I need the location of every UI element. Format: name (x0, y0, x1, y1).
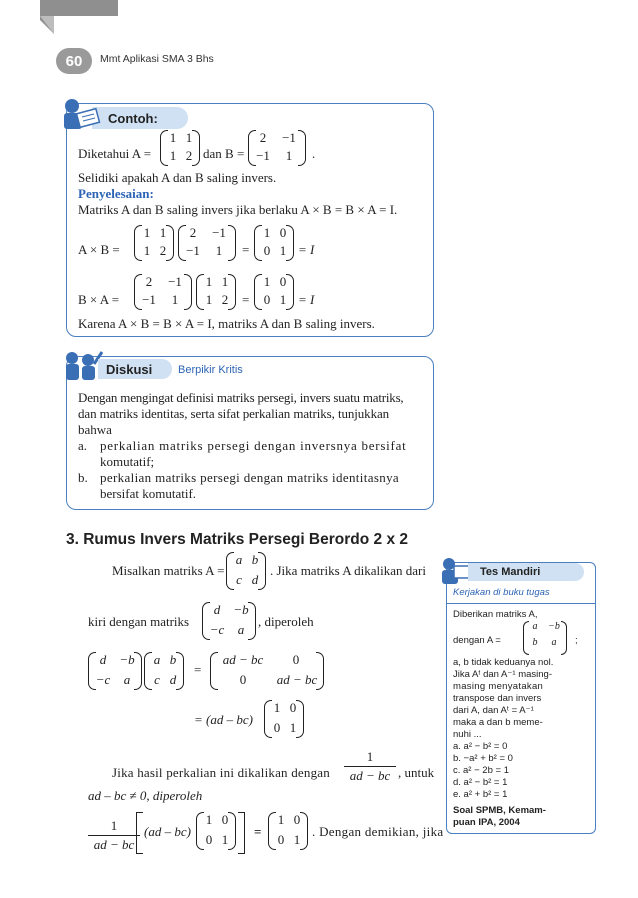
tes-subtitle: Kerjakan di buku tugas (453, 587, 550, 598)
corner-decoration (0, 0, 118, 58)
contoh-label (92, 107, 188, 129)
sec-eqbig: = (254, 824, 262, 839)
ba-matrix-2: 1 1 1 2 (196, 274, 236, 308)
contoh-line1c: . (312, 146, 316, 161)
bracket-left (136, 812, 143, 854)
sec-eq2: = (ad – bc) (194, 712, 253, 727)
page-number: 60 (56, 48, 92, 74)
tes-mandiri-box (446, 562, 596, 834)
section-heading: 3. Rumus Invers Matriks Persegi Berordo 2 x 2 (66, 531, 408, 548)
tes-l3: a, b tidak keduanya nol. (453, 657, 554, 668)
frac-1: 1 ad − bc (344, 749, 396, 784)
diskusi-label (98, 359, 172, 379)
diskusi-b1: perkalian matriks persegi dengan matriks identitasnya (100, 470, 400, 485)
sec-m5-inner: (ad – bc) (144, 824, 191, 839)
sec-m4: ad – bc ≠ 0, diperoleh (88, 788, 203, 803)
ba-matrix-1: 2 −1 −1 1 (134, 274, 192, 308)
tes-l4: Jika Aᵗ dan A⁻¹ masing- (453, 669, 552, 680)
bracket-right (238, 812, 245, 854)
matrix-adj: d −b −c a (202, 602, 256, 638)
tes-l2-tail: ; (575, 635, 578, 646)
prod-result: ad − bc 0 0 ad − bc (210, 652, 324, 688)
identity-3: 1 0 0 1 (196, 812, 236, 848)
tes-opt-e: e. a² + b² = 1 (453, 789, 508, 800)
contoh-line3: Matriks A dan B saling invers jika berlaku A × B = B × A = I. (78, 202, 398, 217)
diskusi-sublabel: Berpikir Kritis (178, 364, 243, 376)
student-writing-icon (58, 97, 102, 133)
diskusi-p3: bahwa (78, 422, 112, 437)
tes-l1: Diberikan matriks A, (453, 609, 538, 620)
diskusi-p1: Dengan mengingat definisi matriks persegi, invers suatu matriks, (78, 390, 404, 405)
prod-matrix-abcd: a b c d (144, 652, 184, 688)
ba-identity: 1 0 0 1 (254, 274, 294, 308)
contoh-closing: Karena A × B = B × A = I, matriks A dan B saling invers. (78, 316, 375, 331)
ab-eq-i: = I (298, 242, 315, 257)
prod-equals: = (194, 662, 202, 677)
ab-identity: 1 0 0 1 (254, 225, 294, 259)
sec-m2a: kiri dengan matriks (88, 614, 190, 629)
matrix-abcd: a b c d (226, 552, 266, 588)
sec-m2b: , diperoleh (258, 614, 314, 629)
running-title: Mmt Aplikasi SMA 3 Bhs (100, 53, 214, 65)
diskusi-a2: komutatif; (100, 454, 155, 469)
diskusi-label-text: Diskusi (106, 361, 153, 377)
ab-label: A × B = (78, 242, 120, 257)
contoh-line1b: dan B = (203, 146, 245, 161)
tes-opt-d: d. a² − b² = 1 (453, 777, 508, 788)
ba-equals: = (242, 292, 250, 307)
diskusi-a1: perkalian matriks persegi dengan inversnya bersifat (100, 438, 407, 453)
tes-divider (447, 603, 595, 604)
tes-l2: dengan A = (453, 635, 501, 646)
tes-mandiri-label (468, 563, 584, 581)
diskusi-a-marker: a. (78, 438, 88, 453)
sec-m1b: . Jika matriks A dikalikan dari (270, 563, 426, 578)
ab-matrix-2: 2 −1 −1 1 (178, 225, 236, 259)
ab-matrix-1: 1 1 1 2 (134, 225, 174, 259)
sec-m1a: Misalkan matriks A = (112, 563, 225, 578)
tes-source1: Soal SPMB, Kemam- (453, 805, 546, 816)
diskusi-b-marker: b. (78, 470, 88, 485)
diskusi-p2: dan matriks identitas, serta sifat perkalian matriks, tunjukkan (78, 406, 390, 421)
tes-source2: puan IPA, 2004 (453, 817, 520, 828)
tes-l7: dari A, dan Aᵗ = A⁻¹ (453, 705, 534, 716)
sec-m3: Jika hasil perkalian ini dikalikan dengan (112, 765, 330, 780)
matrix-b: 2 −1 −1 1 (248, 130, 306, 164)
tes-l8: maka a dan b meme- (453, 717, 543, 728)
frac-2: 1 ad − bc (88, 818, 140, 853)
contoh-line2: Selidiki apakah A dan B saling invers. (78, 170, 277, 185)
identity-2: 1 0 0 1 (264, 700, 304, 736)
diskusi-b2: bersifat komutatif. (100, 486, 197, 501)
tes-opt-c: c. a² − 2b = 1 (453, 765, 509, 776)
contoh-label-text: Contoh: (108, 110, 158, 126)
tes-mandiri-title: Tes Mandiri (480, 566, 541, 578)
sec-m3b: , untuk (398, 765, 435, 780)
sec-m5-tail: . Dengan demikian, jika (312, 824, 444, 839)
tes-matrix: a −b b a (523, 621, 567, 653)
ab-equals: = (242, 242, 250, 257)
contoh-line1a: Diketahui A = (78, 146, 152, 161)
tes-l5: masing menyatakan (453, 681, 544, 692)
student-reading-icon (438, 556, 472, 586)
tes-l9: nuhi ... (453, 729, 482, 740)
tes-opt-a: a. a² − b² = 0 (453, 741, 508, 752)
tes-l6: transpose dan invers (453, 693, 542, 704)
matrix-a: 1 1 1 2 (160, 130, 200, 164)
identity-4: 1 0 0 1 (268, 812, 308, 848)
ba-label: B × A = (78, 292, 120, 307)
ba-eq-i: = I (298, 292, 315, 307)
tes-opt-b: b. −a² + b² = 0 (453, 753, 513, 764)
penyelesaian-label: Penyelesaian: (78, 186, 154, 201)
prod-matrix-adj: d −b −c a (88, 652, 142, 688)
